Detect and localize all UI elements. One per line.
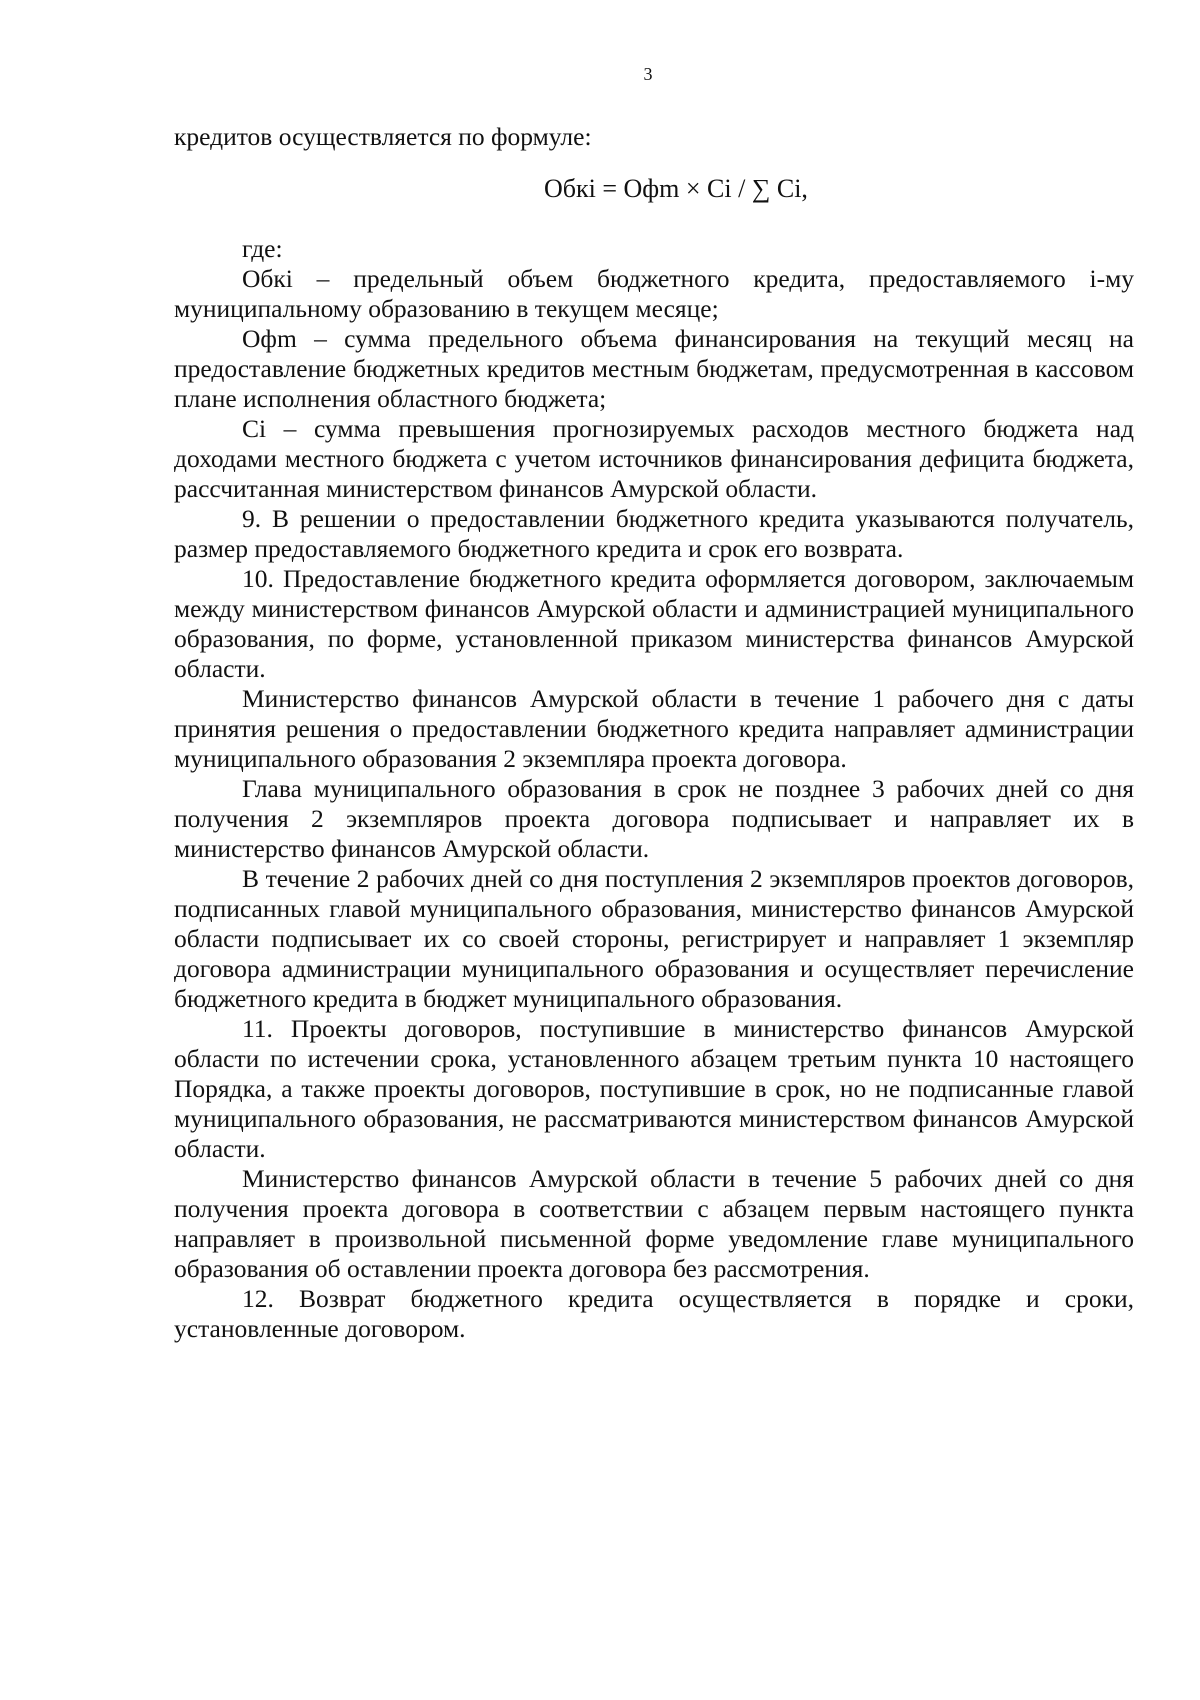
clause-11-paragraph-2: Министерство финансов Амурской области в течение 5 рабочих дней со дня получения проекта договора в соответствии с абзацем первым настоящего пункта направляет в произвольной письменной форме уведомление главе муниципального образования об оставлении проекта договора без рассмотрения. xyxy=(174,1164,1134,1283)
document-body xyxy=(174,122,1134,1344)
clause-10-paragraph-2: Министерство финансов Амурской области в течение 1 рабочего дня с даты принятия решения о предоставлении бюджетного кредита направляет администрации муниципального образования 2 экземпляра проекта договора. xyxy=(174,684,1134,773)
clause-10-paragraph-4: В течение 2 рабочих дней со дня поступления 2 экземпляров проектов договоров, подписанных главой муниципального образования, министерство финансов Амурской области подписывает их со своей стороны, регистрирует и направляет 1 экземпляр договора администрации муниципального образования и осуществляет перечисление бюджетного кредита в бюджет муниципального образования. xyxy=(174,864,1134,1013)
clause-9: 9. В решении о предоставлении бюджетного кредита указываются получатель, размер предоставляемого бюджетного кредита и срок его возврата. xyxy=(174,504,1134,563)
clause-10-paragraph-3: Глава муниципального образования в срок не позднее 3 рабочих дней со дня получения 2 экземпляров проекта договора подписывает и направляет их в министерство финансов Амурской области. xyxy=(174,774,1134,863)
clause-12: 12. Возврат бюджетного кредита осуществляется в порядке и сроки, установленные договором. xyxy=(174,1284,1134,1343)
clause-11: 11. Проекты договоров, поступившие в министерство финансов Амурской области по истечении срока, установленного абзацем третьим пункта 10 настоящего Порядка, а также проекты договоров, поступившие в срок, но не подписанные главой муниципального образования, не рассматриваются министерством финансов Амурской области. xyxy=(174,1014,1134,1163)
formula: Обкi = Офm × Сi / ∑ Сi, xyxy=(544,174,808,203)
definition-ci: Сi – сумма превышения прогнозируемых расходов местного бюджета над доходами местного бюджета с учетом источников финансирования дефицита бюджета, рассчитанная министерством финансов Амурской области. xyxy=(174,414,1134,503)
definition-ofm: Офm – сумма предельного объема финансирования на текущий месяц на предоставление бюджетных кредитов местным бюджетам, предусмотренная в кассовом плане исполнения областного бюджета; xyxy=(174,324,1134,413)
page-number: 3 xyxy=(643,64,653,84)
clause-10: 10. Предоставление бюджетного кредита оформляется договором, заключаемым между министерством финансов Амурской области и администрацией муниципального образования, по форме, установленной приказом министерства финансов Амурской области. xyxy=(174,564,1134,683)
intro-line: кредитов осуществляется по формуле: xyxy=(174,122,592,151)
definition-obki: Обкi – предельный объем бюджетного кредита, предоставляемого i-му муниципальному образованию в текущем месяце; xyxy=(174,264,1134,323)
where-label: где: xyxy=(242,234,283,263)
